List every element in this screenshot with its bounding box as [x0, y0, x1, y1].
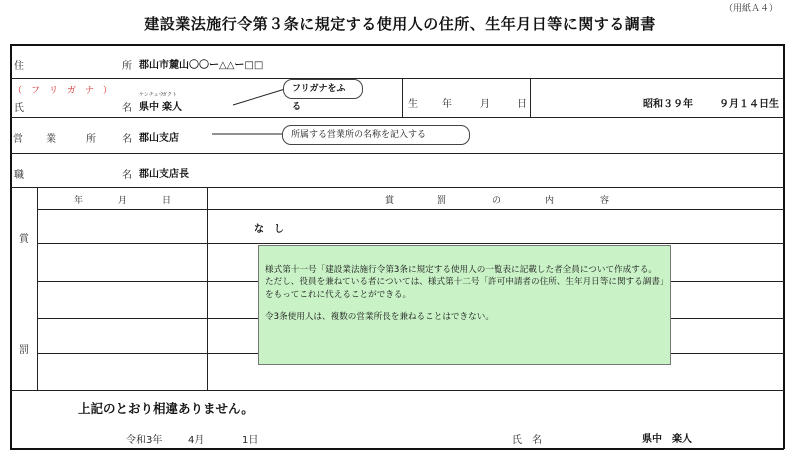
furigana-pointer-line [233, 89, 285, 105]
name-label-right: 名 [122, 103, 132, 114]
birth-label-1: 生 [408, 99, 418, 110]
declaration-text: 上記のとおり相違ありません。 [78, 401, 254, 416]
footer-name-value: 県中 楽人 [642, 434, 692, 445]
address-label-right: 所 [122, 61, 132, 72]
address-value: 郡山市麓山〇〇ー△△ー□□ [139, 60, 264, 71]
position-label-right: 名 [122, 170, 132, 181]
name-given-value: 楽人 [162, 102, 182, 113]
col-year-label: 年 [74, 196, 84, 206]
birth-label-3: 月 [480, 99, 490, 110]
first-entry-value: な し [254, 224, 284, 235]
col-content-3: の [492, 196, 502, 206]
note-paragraph-3: 令3条使用人は、複数の営業所長を兼ねることはできない。 [265, 312, 494, 323]
ruby-given: ガクト [162, 92, 178, 98]
footer-date-era: 令和3年 [126, 435, 163, 446]
col-content-4: 内 [545, 196, 555, 206]
ruby-family: ケンチュウ [139, 92, 164, 98]
birth-month-day: ９月１４日生 [719, 99, 779, 110]
paper-size-label: （用紙Ａ４） [723, 4, 778, 14]
punishment-side-label: 罰 [19, 345, 29, 356]
col-month-label: 月 [118, 196, 128, 206]
birth-era-year: 昭和３９年 [643, 99, 693, 110]
address-label-left: 住 [14, 61, 24, 72]
note-paragraph-1: 様式第十一号「建設業法施行令第3条に規定する使用人の一覧表に記載した者全員について作成する。 [265, 265, 658, 275]
name-family-value: 県中 [139, 102, 159, 113]
col-content-2: 罰 [437, 196, 447, 206]
furigana-callout: フリガナをふる [283, 79, 363, 99]
footer-date-month: 4月 [188, 435, 205, 446]
instruction-note [258, 245, 671, 365]
award-side-label: 賞 [19, 234, 29, 245]
footer-date-day: 1日 [242, 435, 259, 446]
office-label-2: 業 [46, 134, 56, 145]
office-callout: 所属する営業所の名称を記入する [282, 125, 470, 145]
footer-name-label: 氏 名 [512, 435, 542, 446]
document-title: 建設業法施行令第３条に規定する使用人の住所、生年月日等に関する調書 [144, 15, 656, 33]
office-label-4: 名 [122, 134, 132, 145]
note-paragraph-2: ただし、役員を兼ねている者については、様式第十二号「許可申請者の住所、生年月日等に関する調書」をもってこれに代えることができる。 [265, 277, 665, 300]
office-label-1: 営 [13, 134, 23, 145]
col-content-1: 賞 [385, 196, 395, 206]
office-value: 郡山支店 [139, 133, 179, 144]
birth-label-4: 日 [517, 99, 527, 110]
col-content-5: 容 [600, 196, 610, 206]
office-label-3: 所 [86, 134, 96, 145]
position-value: 郡山支店長 [139, 169, 189, 180]
birth-label-2: 年 [442, 99, 452, 110]
position-label-left: 職 [14, 170, 24, 181]
name-label-left: 氏 [14, 103, 24, 114]
col-day-label: 日 [162, 196, 172, 206]
furigana-label: （ フ リ ガ ナ ） [13, 86, 113, 96]
